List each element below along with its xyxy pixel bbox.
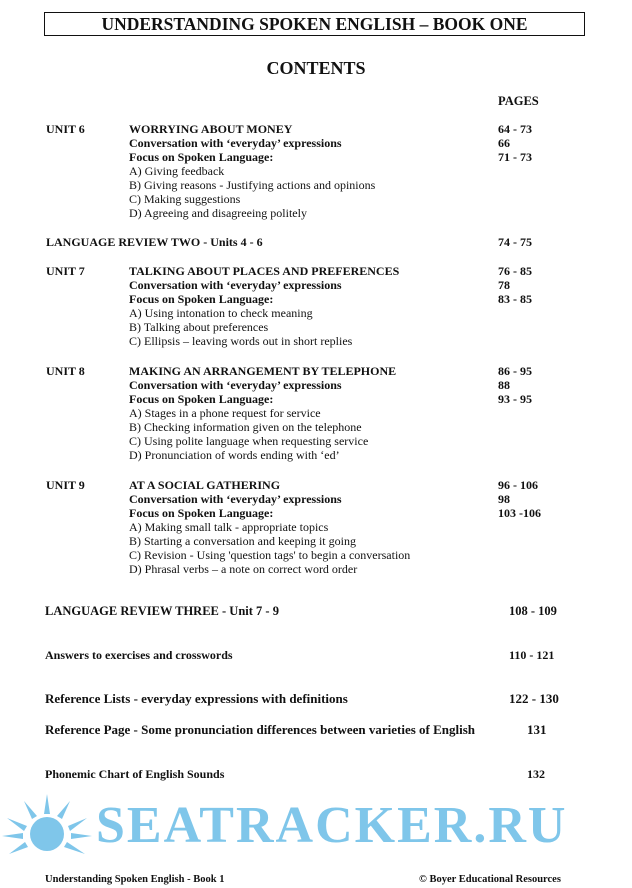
unit-pages: 76 - 85 xyxy=(498,264,532,278)
phonemic-pages: 132 xyxy=(527,767,545,781)
ref-page-label: Reference Page - Some pronunciation differences between varieties of English xyxy=(45,722,476,737)
conversation-label: Conversation with ‘everyday’ expressions xyxy=(129,136,342,150)
focus-pages: 103 -106 xyxy=(498,506,541,520)
list-item: A) Giving feedback xyxy=(129,164,225,178)
ref-lists-label: Reference Lists - everyday expressions with definitions xyxy=(45,691,348,706)
watermark-text: SEATRACKER.RU xyxy=(96,797,568,854)
conversation-pages: 98 xyxy=(498,492,510,506)
review-three-pages: 108 - 109 xyxy=(509,604,557,618)
list-item: C) Making suggestions xyxy=(129,192,241,206)
focus-pages: 93 - 95 xyxy=(498,392,532,406)
book-title: UNDERSTANDING SPOKEN ENGLISH – BOOK ONE xyxy=(44,12,585,36)
list-item: D) Phrasal verbs – a note on correct word order xyxy=(129,562,358,576)
list-item: D) Agreeing and disagreeing politely xyxy=(129,206,307,220)
focus-label: Focus on Spoken Language: xyxy=(129,150,274,164)
unit-number: UNIT 8 xyxy=(46,364,85,378)
focus-pages: 71 - 73 xyxy=(498,150,532,164)
conversation-label: Conversation with ‘everyday’ expressions xyxy=(129,492,342,506)
review-two-label: LANGUAGE REVIEW TWO - Units 4 - 6 xyxy=(46,235,263,249)
unit-title: MAKING AN ARRANGEMENT BY TELEPHONE xyxy=(129,364,397,378)
unit-pages: 86 - 95 xyxy=(498,364,532,378)
list-item: C) Revision - Using 'question tags' to begin a conversation xyxy=(129,548,411,562)
focus-pages: 83 - 85 xyxy=(498,292,532,306)
conversation-pages: 66 xyxy=(498,136,510,150)
focus-label: Focus on Spoken Language: xyxy=(129,506,274,520)
unit-title: TALKING ABOUT PLACES AND PREFERENCES xyxy=(129,264,400,278)
pages-label: PAGES xyxy=(498,94,539,108)
unit-pages: 64 - 73 xyxy=(498,122,532,136)
unit-title: WORRYING ABOUT MONEY xyxy=(129,122,293,136)
list-item: A) Stages in a phone request for service xyxy=(129,406,321,420)
list-item: B) Checking information given on the telephone xyxy=(129,420,362,434)
conversation-pages: 88 xyxy=(498,378,510,392)
list-item: D) Pronunciation of words ending with ‘ed’ xyxy=(129,448,340,462)
list-item: C) Ellipsis – leaving words out in short replies xyxy=(129,334,353,348)
footer-left: Understanding Spoken English - Book 1 xyxy=(45,874,225,885)
unit-title: AT A SOCIAL GATHERING xyxy=(129,478,281,492)
list-item: B) Starting a conversation and keeping it going xyxy=(129,534,356,548)
focus-label: Focus on Spoken Language: xyxy=(129,392,274,406)
unit-pages: 96 - 106 xyxy=(498,478,538,492)
ref-lists-pages: 122 - 130 xyxy=(509,691,559,706)
review-three-label: LANGUAGE REVIEW THREE - Unit 7 - 9 xyxy=(45,604,279,618)
list-item: B) Talking about preferences xyxy=(129,320,269,334)
unit-number: UNIT 9 xyxy=(46,478,85,492)
contents-heading: CONTENTS xyxy=(266,58,366,78)
conversation-pages: 78 xyxy=(498,278,510,292)
focus-label: Focus on Spoken Language: xyxy=(129,292,274,306)
list-item: A) Making small talk - appropriate topics xyxy=(129,520,329,534)
review-two-pages: 74 - 75 xyxy=(498,235,532,249)
answers-pages: 110 - 121 xyxy=(509,648,555,662)
ref-page-pages: 131 xyxy=(527,722,547,737)
unit-number: UNIT 6 xyxy=(46,122,85,136)
conversation-label: Conversation with ‘everyday’ expressions xyxy=(129,278,342,292)
conversation-label: Conversation with ‘everyday’ expressions xyxy=(129,378,342,392)
watermark xyxy=(0,788,632,872)
list-item: B) Giving reasons - Justifying actions and opinions xyxy=(129,178,376,192)
phonemic-label: Phonemic Chart of English Sounds xyxy=(45,767,225,781)
list-item: C) Using polite language when requesting service xyxy=(129,434,369,448)
unit-number: UNIT 7 xyxy=(46,264,85,278)
list-item: A) Using intonation to check meaning xyxy=(129,306,313,320)
footer-right: © Boyer Educational Resources xyxy=(419,874,561,885)
answers-label: Answers to exercises and crosswords xyxy=(45,648,233,662)
